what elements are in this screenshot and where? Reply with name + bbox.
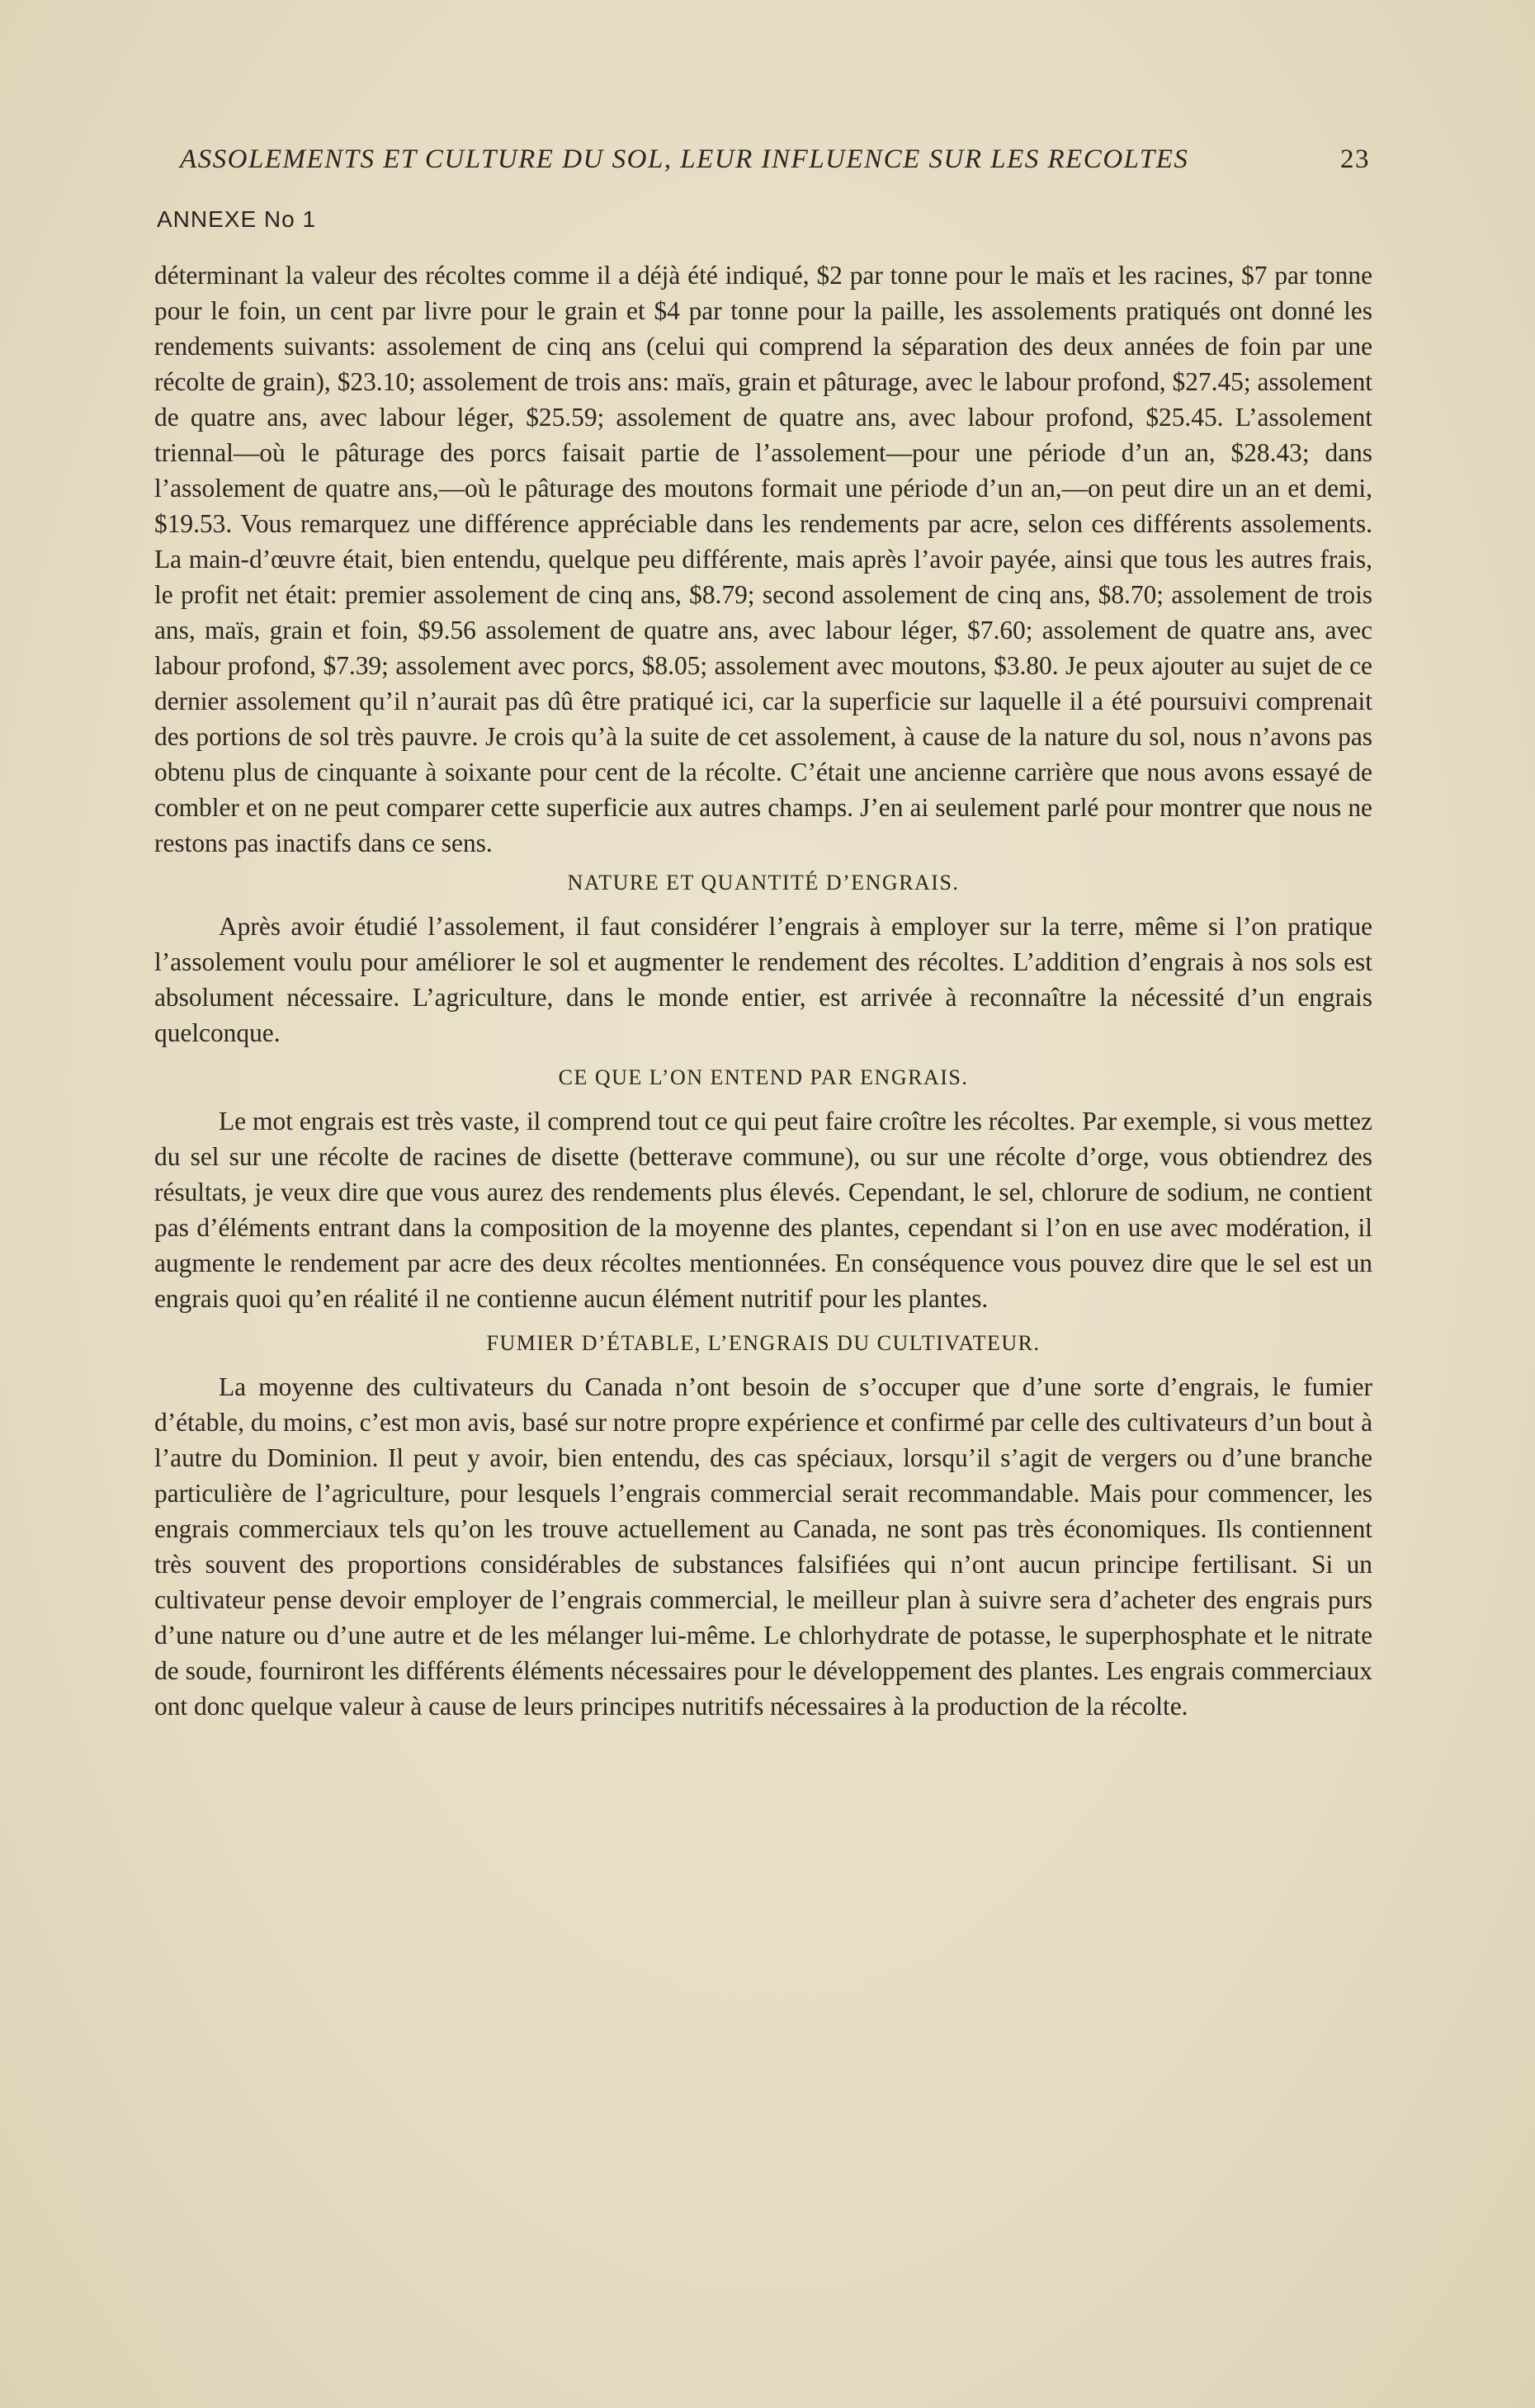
annex-label: ANNEXE No 1 <box>157 206 317 232</box>
running-header <box>180 144 1370 175</box>
paragraph-mot-engrais: Le mot engrais est très vaste, il comprend tout ce qui peut faire croître les récoltes. Par exemple, si vous mettez du sel sur une récolte de racines de disette (betterave commune), ou sur une récolte d’orge, vous obtiendrez des résultats, je veux dire que vous aurez des rendements plus élevés. Cependant, le sel, chlorure de sodium, ne contient pas d’éléments entrant dans la composition de la moyenne des plantes, cependant si l’on en use avec modération, il augmente le rendement par acre des deux récoltes mentionnées. En conséquence vous pouvez dire que le sel est un engrais quoi qu’en réalité il ne contienne aucun élément nutritif pour les plantes. <box>154 1107 1372 1313</box>
paragraph-fumier: La moyenne des cultivateurs du Canada n’ont besoin de s’occuper que d’une sorte d’engrais, le fumier d’étable, du moins, c’est mon avis, basé sur notre propre expérience et confirmé par celle des cultivateurs d’un bout à l’autre du Dominion. Il peut y avoir, bien entendu, des cas spéciaux, lorsqu’il s’agit de vergers ou d’une branche particulière de l’agriculture, pour lesquels l’engrais commercial serait recommandable. Mais pour commencer, les engrais commerciaux tels qu’on les trouve actuellement au Canada, ne sont pas très économiques. Ils contiennent très souvent des proportions considérables de substances falsifiées qui n’ont aucun principe fertilisant. Si un cultivateur pense devoir employer de l’engrais commercial, le meilleur plan à suivre sera d’acheter des engrais purs d’une nature ou d’une autre et de les mélanger lui-même. Le chlorhydrate de potasse, le superphosphate et le nitrate de soude, fourniront les différents éléments nécessaires pour le développement des plantes. Les engrais commerciaux ont donc quelque valeur à cause de leurs principes nutritifs nécessaires à la production de la récolte. <box>154 1372 1372 1721</box>
paragraph-continuation: déterminant la valeur des récoltes comme il a déjà été indiqué, $2 par tonne pour le maïs et les racines, $7 par tonne pour le foin, un cent par livre pour le grain et $4 par tonne pour la paille, les assolements pratiqués ont donné les rendements suivants: assolement de cinq ans (celui qui comprend la séparation des deux années de foin par une récolte de grain), $23.10; assolement de trois ans: maïs, grain et pâturage, avec le labour profond, $27.45; assolement de quatre ans, avec labour léger, $25.59; assolement de quatre ans, avec labour profond, $25.45. L’assolement triennal—où le pâturage des porcs faisait partie de l’assolement—pour une période d’un an, $28.43; dans l’assolement de quatre ans,—où le pâturage des moutons formait une période d’un an,—on peut dire un an et demi, $19.53. Vous remarquez une différence appréciable dans les rendements par acre, selon ces différents assolements. La main-d’œuvre était, bien entendu, quelque peu différente, mais après l’avoir payée, ainsi que tous les autres frais, le profit net était: premier assolement de cinq ans, $8.79; second assolement de cinq ans, $8.70; assolement de trois ans, maïs, grain et foin, $9.56 assolement de quatre ans, avec labour léger, $7.60; assolement de quatre ans, avec labour profond, $7.39; assolement avec porcs, $8.05; assolement avec moutons, $3.80. Je peux ajouter au sujet de ce dernier assolement qu’il n’aurait pas dû être pratiqué ici, car la superficie sur laquelle il a été poursuivi comprenait des portions de sol très pauvre. Je crois qu’à la suite de cet assolement, à cause de la nature du sol, nous n’avons pas obtenu plus de cinquante à soixante pour cent de la récolte. C’était une ancienne carrière que nous avons essayé de combler et on ne peut comparer cette superficie aux autres champs. J’en ai seulement parlé pour montrer que nous ne restons pas inactifs dans ce sens. <box>154 261 1372 857</box>
section-heading-definition-engrais: CE QUE L’ON ENTEND PAR ENGRAIS. <box>558 1065 969 1089</box>
body-text <box>154 257 1372 1724</box>
section-heading-nature-engrais: NATURE ET QUANTITÉ D’ENGRAIS. <box>567 871 960 895</box>
section-heading-fumier-etable: FUMIER D’ÉTABLE, L’ENGRAIS DU CULTIVATEUR. <box>486 1331 1041 1355</box>
paragraph-assolement-engrais: Après avoir étudié l’assolement, il faut considérer l’engrais à employer sur la terre, même si l’on pratique l’assolement voulu pour améliorer le sol et augmenter le rendement des récoltes. L’addition d’engrais à nos sols est absolument nécessaire. L’agriculture, dans le monde entier, est arrivée à reconnaître la nécessité d’un engrais quelconque. <box>154 912 1372 1047</box>
page-number: 23 <box>1340 144 1370 174</box>
running-title: ASSOLEMENTS ET CULTURE DU SOL, LEUR INFLUENCE SUR LES RECOLTES <box>180 144 1189 174</box>
